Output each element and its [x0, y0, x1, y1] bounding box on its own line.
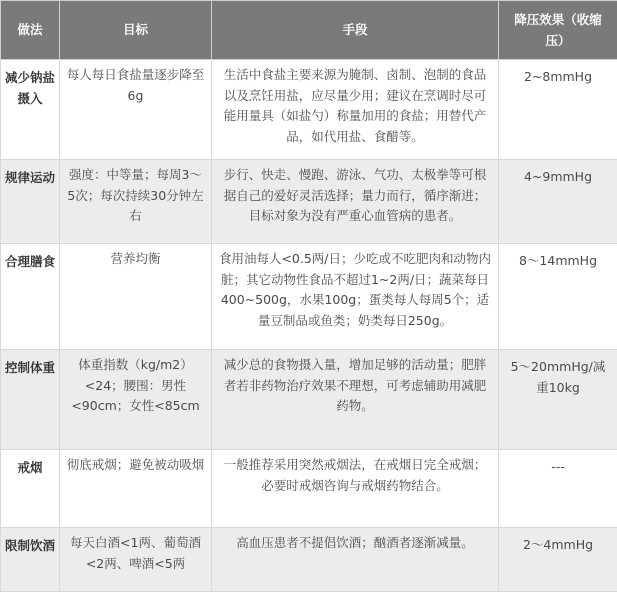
- header-method: 做法: [1, 1, 60, 60]
- method-cell: 减少钠盐摄入: [1, 60, 60, 160]
- means-cell: 食用油每人<0.5两/日；少吃或不吃肥肉和动物内脏；其它动物性食品不超过1~2两/日；蔬菜每日400~500g，水果100g；蛋类每人每周5个；适量豆制品或鱼类；奶类每日250g。: [212, 244, 499, 350]
- goal-cell: 每人每日食盐量逐步降至6g: [60, 60, 212, 160]
- method-cell: 规律运动: [1, 160, 60, 244]
- effect-cell: 2～4mmHg: [499, 528, 617, 592]
- method-cell: 戒烟: [1, 450, 60, 528]
- effect-cell: 2~8mmHg: [499, 60, 617, 160]
- table-row: [1, 350, 617, 450]
- table-row: [1, 528, 617, 592]
- goal-cell: 体重指数（kg/m2）<24；腰围：男性<90cm；女性<85cm: [60, 350, 212, 450]
- goal-cell: 彻底戒烟；避免被动吸烟: [60, 450, 212, 528]
- table-row: [1, 244, 617, 350]
- effect-cell: 8～14mmHg: [499, 244, 617, 350]
- effect-cell: 4~9mmHg: [499, 160, 617, 244]
- effect-cell: 5～20mmHg/减重10kg: [499, 350, 617, 450]
- method-cell: 控制体重: [1, 350, 60, 450]
- goal-cell: 每天白酒<1两、葡萄酒<2两、啤酒<5两: [60, 528, 212, 592]
- table-row: [1, 450, 617, 528]
- means-cell: 生活中食盐主要来源为腌制、卤制、泡制的食品以及烹饪用盐，应尽量少用；建议在烹调时尽可能用量具（如盐勺）称量加用的食盐；用替代产品，如代用盐、食醋等。: [212, 60, 499, 160]
- header-effect: [499, 1, 617, 60]
- table-row: [1, 60, 617, 160]
- method-cell: 限制饮酒: [1, 528, 60, 592]
- header-goal: 目标: [60, 1, 212, 60]
- table-header-row: [1, 1, 617, 60]
- header-means: 手段: [212, 1, 499, 60]
- header-effect-label: 降压效果（收缩压）: [514, 11, 602, 48]
- effect-cell: ---: [499, 450, 617, 528]
- means-cell: 一般推荐采用突然戒烟法，在戒烟日完全戒烟；必要时戒烟咨询与戒烟药物结合。: [212, 450, 499, 528]
- table-row: [1, 160, 617, 244]
- goal-cell: 强度：中等量；每周3～5次；每次持续30分钟左右: [60, 160, 212, 244]
- means-cell: 高血压患者不提倡饮酒；酗酒者逐渐减量。: [212, 528, 499, 592]
- means-cell: 减少总的食物摄入量，增加足够的活动量；肥胖者若非药物治疗效果不理想，可考虑辅助用减肥药物。: [212, 350, 499, 450]
- goal-cell: 营养均衡: [60, 244, 212, 350]
- means-cell: 步行、快走、慢跑、游泳、气功、太极拳等可根据自己的爱好灵活选择；量力而行，循序渐进；目标对象为没有严重心血管病的患者。: [212, 160, 499, 244]
- method-cell: 合理膳食: [1, 244, 60, 350]
